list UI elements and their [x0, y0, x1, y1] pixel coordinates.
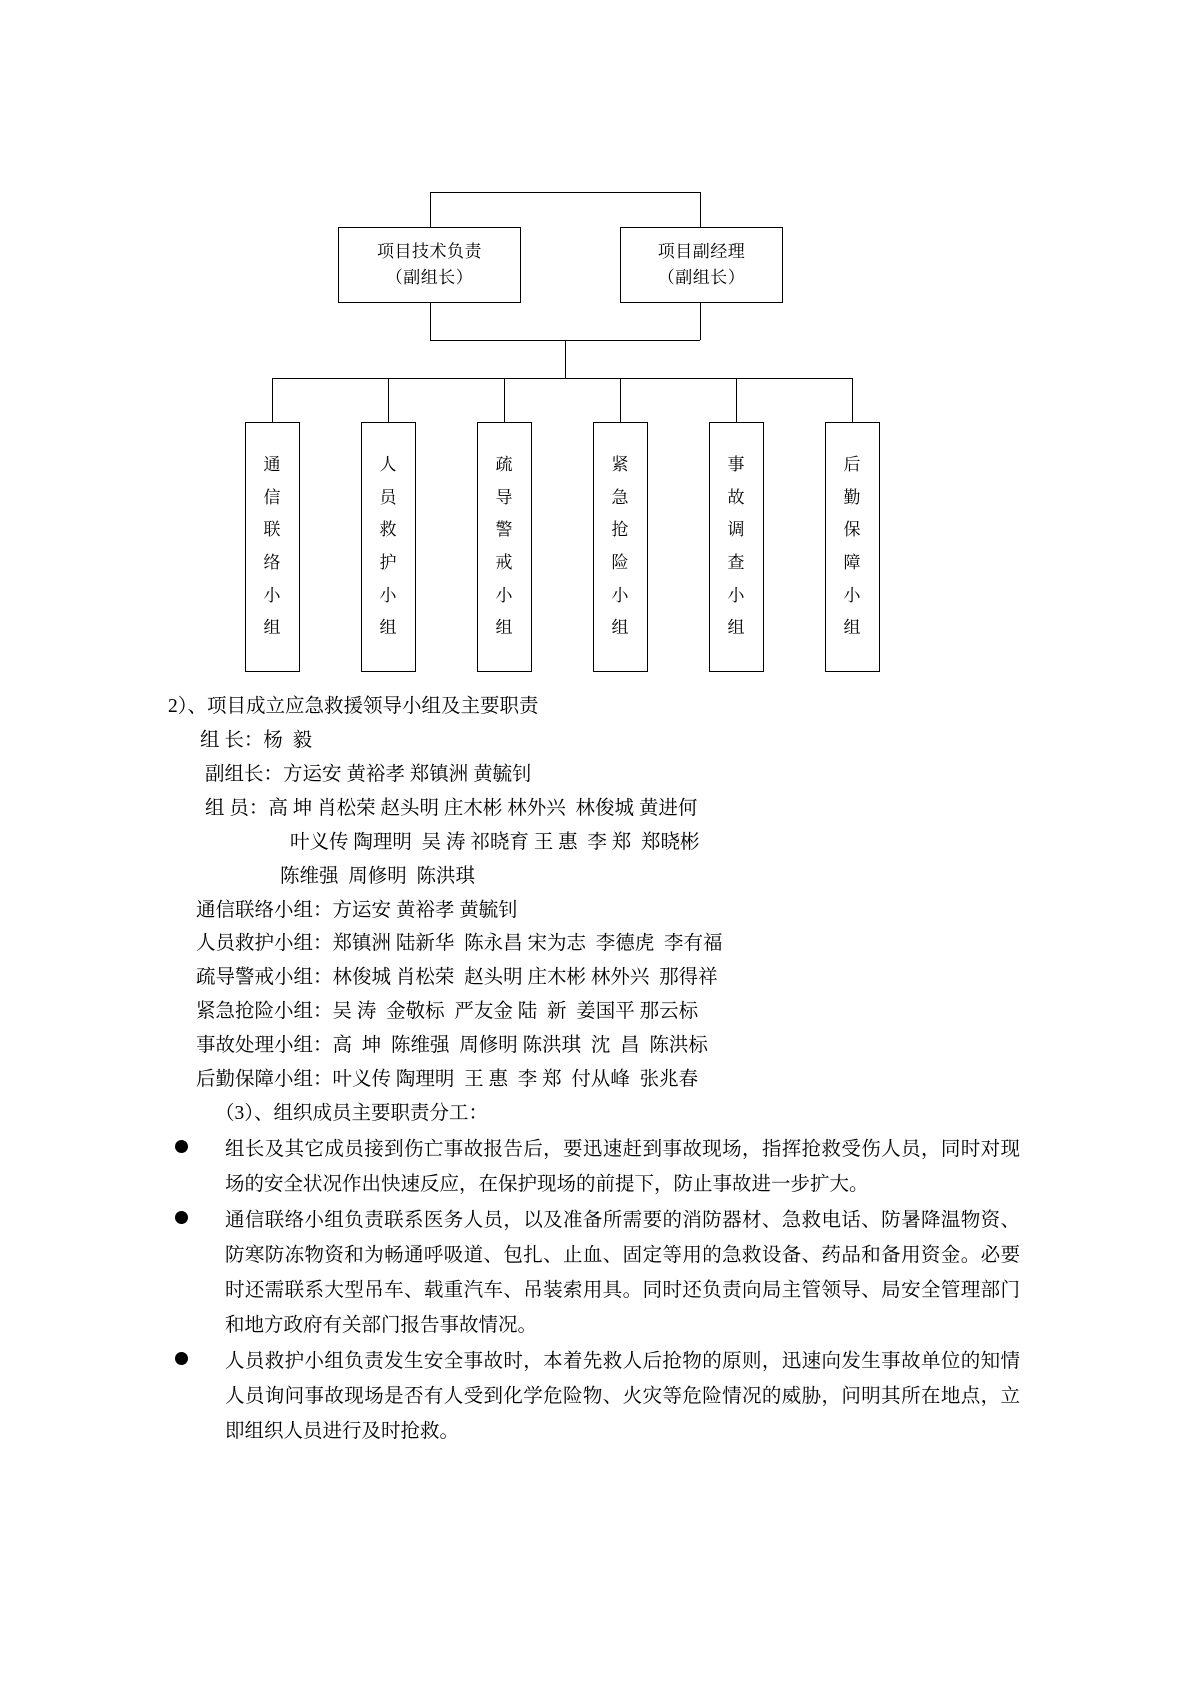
node-line-1: 项目技术负责: [377, 241, 482, 261]
connector-right-riser: [700, 303, 701, 340]
group-char: 信: [263, 487, 282, 507]
connector-left-riser: [430, 303, 431, 340]
deputy-leader-line: 副组长：方运安 黄裕孝 郑镇洲 黄毓钊: [205, 763, 532, 785]
team-line-logistics: 后勤保障小组：叶义传 陶理明 王 惠 李 郑 付从峰 张兆春: [196, 1069, 699, 1091]
group-box-emergency: [593, 422, 648, 672]
group-char: 组: [495, 618, 514, 638]
node-line-1: 项目副经理: [657, 241, 746, 261]
connector-drop-3: [504, 378, 505, 422]
bullet-text: 通信联络小组负责联系医务人员，以及准备所需要的消防器材、急救电话、防暑降温物资、防寒防冻物资和为畅通呼吸道、包扎、止血、固定等用的急救设备、药品和备用资金。必要时还需联系大型吊车、载重汽车、吊装索用具。同时还负责向局主管领导、局安全管理部门和地方政府有关部门报告事故情况。: [225, 1210, 1020, 1336]
group-box-guard: [477, 422, 532, 672]
section-heading: 2）、项目成立应急救援领导小组及主要职责: [168, 696, 539, 717]
connector-top-horizontal: [430, 192, 700, 193]
group-char: 事: [727, 455, 746, 475]
group-char: 人: [379, 455, 398, 475]
bullet-text: 人员救护小组负责发生安全事故时，本着先救人后抢物的原则，迅速向发生事故单位的知情人员询问事故现场是否有人受到化学危险物、火灾等危险情况的威胁，问明其所在地点，立即组织人员进行及时抢救。: [225, 1351, 1020, 1442]
connector-drop-2: [388, 378, 389, 422]
group-char: 急: [611, 487, 630, 507]
group-char: 查: [727, 553, 746, 572]
node-project-technical-lead: [338, 227, 521, 303]
group-box-rescue: [361, 422, 416, 672]
team-line-rescue: 人员救护小组：郑镇洲 陆新华 陈永昌 宋为志 李德虎 李有福: [196, 933, 723, 955]
bullet-item: [0, 1204, 1190, 1343]
team-line-guard: 疏导警戒小组：林俊城 肖松荣 赵头明 庄木彬 林外兴 那得祥: [196, 967, 718, 989]
connector-top-left-drop: [430, 192, 431, 227]
sub-heading: （3）、组织成员主要职责分工：: [215, 1103, 489, 1125]
group-char: 调: [727, 520, 746, 540]
group-box-communication: [245, 422, 300, 672]
bullet-dot-icon: [175, 1140, 188, 1153]
group-char: 组: [611, 618, 630, 638]
group-box-investigation: [709, 422, 764, 672]
group-char: 组: [379, 618, 398, 638]
group-char: 络: [263, 553, 282, 572]
node-line-2: （副组长）: [657, 268, 746, 287]
bullet-item: [0, 1345, 1190, 1449]
group-char: 险: [611, 553, 630, 572]
group-char: 后: [843, 455, 862, 475]
connector-trunk: [565, 340, 566, 378]
group-char: 疏: [495, 455, 514, 475]
group-char: 故: [727, 487, 746, 507]
group-char: 小: [843, 585, 862, 605]
group-char: 联: [263, 520, 282, 540]
group-char: 组: [727, 618, 746, 638]
group-char: 员: [379, 487, 398, 507]
group-char: 小: [379, 585, 398, 605]
group-char: 组: [843, 618, 862, 638]
connector-drop-6: [852, 378, 853, 422]
group-char: 小: [263, 585, 282, 605]
document-body: [0, 690, 1190, 1449]
team-line-communication: 通信联络小组：方运安 黄裕孝 黄毓钊: [196, 899, 518, 921]
bullet-dot-icon: [175, 1211, 188, 1224]
group-char: 勤: [843, 487, 862, 507]
node-line-2: （副组长）: [385, 268, 474, 287]
members-line-3: 陈维强 周修明 陈洪琪: [280, 865, 476, 887]
leader-line: 组 长：杨 毅: [200, 729, 313, 751]
group-char: 小: [611, 585, 630, 605]
group-char: 抢: [611, 520, 630, 540]
group-char: 障: [843, 553, 862, 572]
group-char: 救: [379, 520, 398, 540]
bullet-text: 组长及其它成员接到伤亡事故报告后，要迅速赶到事故现场，指挥抢救受伤人员，同时对现场的安全状况作出快速反应，在保护现场的前提下，防止事故进一步扩大。: [225, 1138, 1020, 1195]
group-char: 护: [379, 553, 398, 572]
node-project-deputy-manager: [620, 227, 783, 303]
org-chart-diagram: [0, 0, 1190, 700]
members-line-2: 叶义传 陶理明 吴 涛 祁晓育 王 惠 李 郑 郑晓彬: [290, 831, 700, 853]
group-char: 小: [727, 585, 746, 605]
connector-drop-1: [272, 378, 273, 422]
connector-bus-horizontal: [272, 378, 852, 379]
group-char: 保: [843, 520, 862, 540]
group-char: 戒: [495, 553, 514, 572]
team-line-accident: 事故处理小组：高 坤 陈维强 周修明 陈洪琪 沈 昌 陈洪标: [196, 1035, 708, 1057]
members-line-1: 组 员：高 坤 肖松荣 赵头明 庄木彬 林外兴 林俊城 黄进何: [205, 797, 698, 819]
group-char: 组: [263, 618, 282, 638]
group-char: 导: [495, 487, 514, 507]
connector-drop-5: [736, 378, 737, 422]
connector-drop-4: [620, 378, 621, 422]
group-char: 小: [495, 585, 514, 605]
group-char: 紧: [611, 455, 630, 475]
connector-top-right-drop: [700, 192, 701, 227]
team-line-emergency: 紧急抢险小组：吴 涛 金敬标 严友金 陆 新 姜国平 那云标: [196, 1001, 699, 1023]
bullet-dot-icon: [175, 1352, 188, 1365]
group-char: 通: [263, 455, 282, 475]
group-box-logistics: [825, 422, 880, 672]
group-char: 警: [495, 520, 514, 540]
bullet-item: [0, 1133, 1190, 1202]
